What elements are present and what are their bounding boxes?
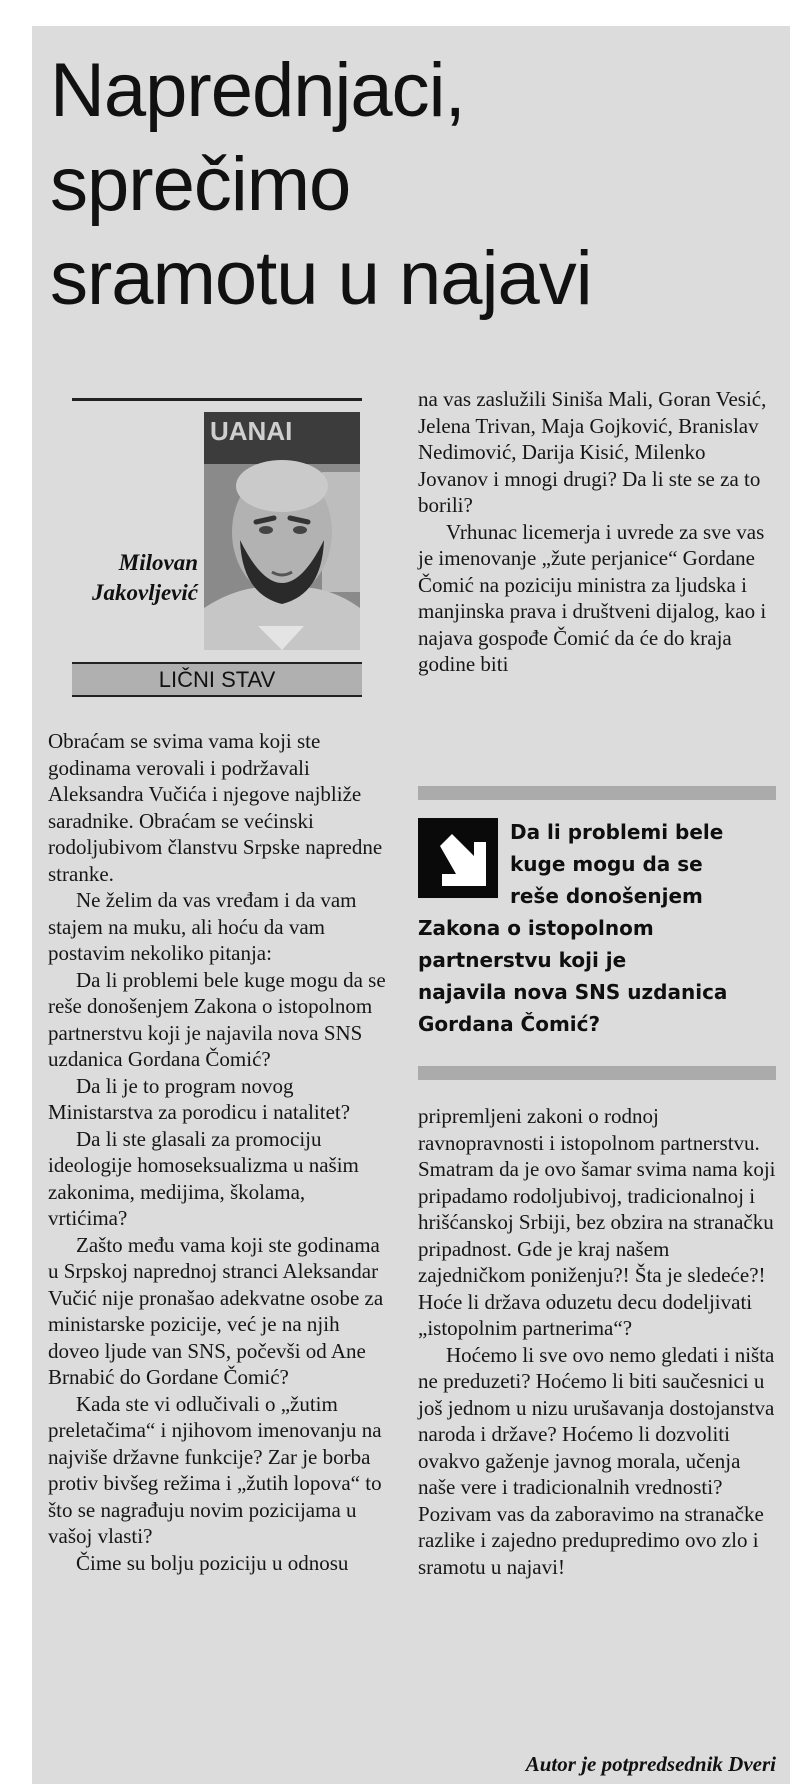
pull-quote-line: najavila nova SNS uzdanica	[418, 980, 728, 1004]
author-name	[72, 548, 198, 608]
paragraph: Zašto među vama koji ste godinama u Srpskoj naprednoj stranci Aleksandar Vučić nije pronašao adekvatne osobe za ministarske pozicije, već je na njih doveo ljude van SNS, počevši od Ane Brnabić do Gordane Čomić?	[48, 1232, 384, 1389]
headline-line: sprečimo	[50, 142, 351, 227]
paragraph: Ne želim da vas vređam i da vam stajem na muku, ali hoću da vam postavim nekoliko pitanja:	[48, 888, 357, 965]
pull-quote-line: Gordana Čomić?	[418, 1012, 601, 1036]
pull-quote-line: Zakona o istopolnom	[418, 916, 654, 940]
pull-quote-text	[418, 816, 776, 1040]
article-column-2-top	[418, 386, 776, 678]
section-label: LIČNI STAV	[72, 662, 362, 697]
paragraph: pripremljeni zakoni o rodnoj ravnopravnosti i istopolnom partnerstvu. Smatram da je ovo šamar svima nama koji pripadamo rodoljubivoj, tradicionalnoj i hrišćanskoj Srbiji, bez obzira na stranačku pripadnost. Gde je kraj našem zajedničkom poniženju?! Šta je sledeće?! Hoće li država oduzetu decu dodeljivati „istopolnim partnerima“?	[418, 1104, 776, 1340]
svg-text:UANAI: UANAI	[210, 416, 293, 446]
headline	[50, 44, 780, 326]
headline-line: Naprednjaci,	[50, 48, 465, 133]
article-column-2-bottom	[418, 1103, 776, 1580]
pull-quote-rule-top	[418, 786, 776, 800]
pull-quote	[418, 786, 776, 1092]
paragraph: Čime su bolju poziciju u odnosu	[76, 1550, 349, 1575]
newspaper-page	[32, 26, 790, 1784]
paragraph: Da li ste glasali za promociju ideologije homoseksualizma u našim zakonima, medijima, školama, vrtićima?	[48, 1126, 359, 1230]
pull-quote-line: partnerstvu koji je	[418, 948, 627, 972]
author-name-line: Jakovljević	[91, 580, 198, 605]
paragraph: Da li problemi bele kuge mogu da se reše donošenjem Zakona o istopolnom partnerstvu koji je najavila nova SNS uzdanica Gordana Čomić?	[48, 967, 386, 1071]
pull-quote-line: reše donošenjem	[510, 884, 703, 908]
pull-quote-line: Da li problemi bele	[510, 820, 724, 844]
paragraph: Kada ste vi odlučivali o „žutim preletačima“ i njihovom imenovanju na najviše državne funkcije? Zar je borba protiv bivšeg režima i „žutih lopova“ to što se nagrađuju novim pozicijama u vašoj vlasti?	[48, 1391, 382, 1548]
pull-quote-rule-bottom	[418, 1066, 776, 1080]
paragraph: Hoćemo li sve ovo nemo gledati i ništa ne preduzeti? Hoćemo li biti saučesnici u još jednom u nizu urušavanja dostojanstva naroda i države? Hoćemo li dozvoliti ovakvo gaženje javnog morala, učenja naše vere i tradicionalnih vrednosti? Pozivam vas da zaboravimo na stranačke razlike i zajedno predupredimo ovo zlo i sramotu u najavi!	[418, 1342, 775, 1579]
paragraph: na vas zaslužili Siniša Mali, Goran Vesić, Jelena Trivan, Maja Gojković, Branislav Nedimović, Darija Kisić, Milenko Jovanov i mnogi drugi? Da li ste se za to borili?	[418, 387, 767, 517]
paragraph: Vrhunac licemerja i uvrede za sve vas je imenovanje „žute perjanice“ Gordane Čomić na poziciju ministra za ljudska i manjinska prava i društveni dijalog, kao i najava gospođe Čomić da će do kraja godine biti	[418, 519, 767, 676]
author-name-line: Milovan	[118, 550, 198, 575]
pull-quote-line: kuge mogu da se	[510, 852, 703, 876]
headline-line: sramotu u najavi	[50, 236, 592, 321]
paragraph: Da li je to program novog Ministarstva za porodicu i natalitet?	[48, 1073, 351, 1124]
author-byline: Autor je potpredsednik Dveri	[525, 1752, 776, 1776]
author-portrait-image	[204, 412, 360, 650]
divider	[72, 398, 362, 401]
article-column-1	[48, 728, 386, 1576]
author-photo	[204, 412, 360, 650]
author-block	[72, 398, 362, 716]
paragraph: Obraćam se svima vama koji ste godinama verovali i podržavali Aleksandra Vučića i njegove najbliže saradnike. Obraćam se većinski rodoljubivom članstvu Srpske napredne stranke.	[48, 729, 383, 886]
